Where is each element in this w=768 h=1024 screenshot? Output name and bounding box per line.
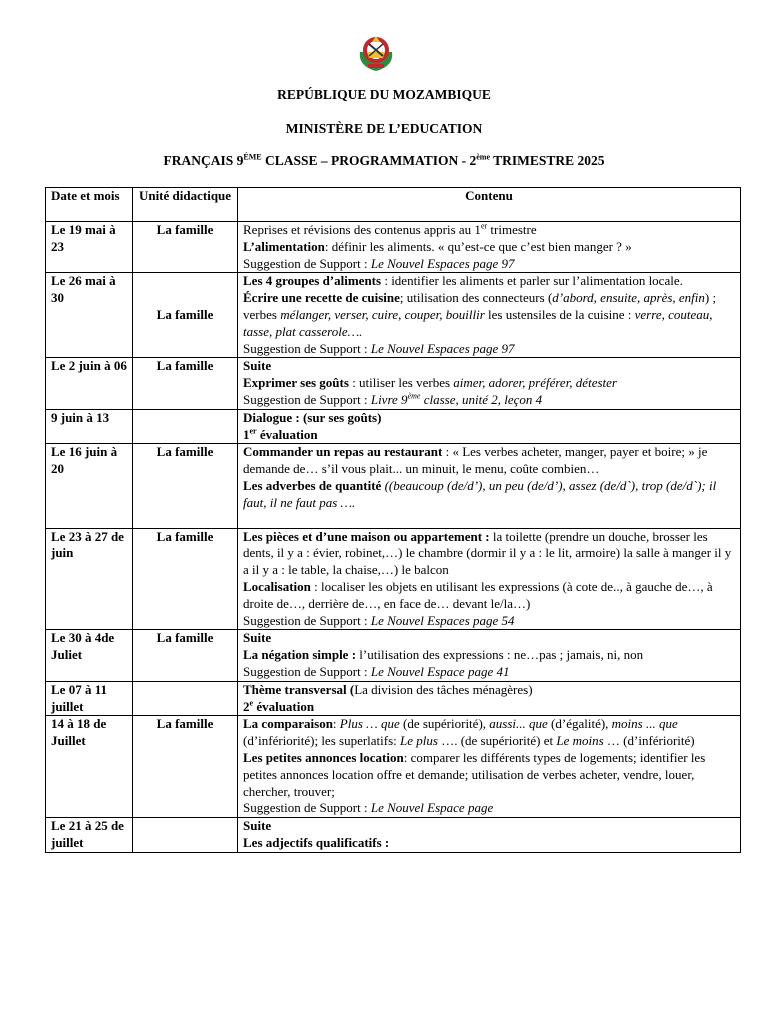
row-content: Suite La négation simple : l’utilisation des expressions : ne…pas ; jamais, ni, non Suggestion de Support : Le Nouvel Espace page 41 [238, 630, 741, 681]
header-date: Date et mois [46, 188, 133, 222]
row-content: Les pièces et d’une maison ou appartement : la toilette (prendre un douche, brosser les dents, il y a : évier, robinet,…) le chambre (dormir il y a : le lit, armoire) la salle à manger il y a il y a : le table, la chaise,…) le balcon Localisation : localiser les objets en utilisant les expressions (à cote de.., à gauche de…, à droite de…, derrière de…, en face de… devant le/la…) Suggestion de Support : Le Nouvel Espaces page 54 [238, 528, 741, 630]
table-row [46, 409, 741, 444]
row-content: La comparaison: Plus … que (de supériorité), aussi... que (d’égalité), moins ... que (d’infériorité); les superlatifs: Le plus …. (de supériorité) et Le moins … (d’infériorité) Les petites annonces location: comparer les différents types de logements; identifier les petites annonces location offre et demande; utilisation de verbes acheter, vendre, louer, chercher, trouver; Suggestion de Support : Le Nouvel Espace page [238, 716, 741, 818]
row-date: Le 2 juin à 06 [46, 358, 133, 409]
row-unit: La famille [133, 273, 238, 358]
row-date: Le 30 à 4de Juliet [46, 630, 133, 681]
table-row [46, 818, 741, 853]
row-content: Suite Les adjectifs qualificatifs : [238, 818, 741, 853]
row-unit: La famille [133, 630, 238, 681]
row-date: Le 26 mai à 30 [46, 273, 133, 358]
table-header-row [46, 188, 741, 222]
row-unit: La famille [133, 222, 238, 273]
header-content: Contenu [238, 188, 741, 222]
table-row [46, 358, 741, 409]
table-row [46, 528, 741, 630]
row-content: Les 4 groupes d’aliments : identifier les aliments et parler sur l’alimentation locale. Écrire une recette de cuisine; utilisation des connecteurs (d’abord, ensuite, après, enfin) ; verbes mélanger, verser, cuire, couper, bouillir les ustensiles de la cuisine : verre, couteau, tasse, plat casserole…. Suggestion de Support : Le Nouvel Espaces page 97 [238, 273, 741, 358]
row-unit [133, 818, 238, 853]
table-row [46, 222, 741, 273]
table-row [46, 444, 741, 528]
row-unit: La famille [133, 528, 238, 630]
row-unit [133, 409, 238, 444]
row-unit: La famille [133, 358, 238, 409]
row-date: 14 à 18 de Juillet [46, 716, 133, 818]
row-date: Le 19 mai à 23 [46, 222, 133, 273]
mozambique-emblem-icon [356, 30, 396, 72]
row-date: Le 07 à 11 juillet [46, 681, 133, 716]
ministry-heading: MINISTÈRE DE L’EDUCATION [285, 121, 483, 136]
header-unit: Unité didactique [133, 188, 238, 222]
table-row [46, 273, 741, 358]
row-unit: La famille [133, 444, 238, 528]
programming-table [45, 187, 741, 853]
row-content: Commander un repas au restaurant : « Les verbes acheter, manger, payer et boire; » je demande de… s’il vous plait... un minuit, le menu, coûte combien… Les adverbes de quantité ((beaucoup (de/d’), un peu (de/d’), assez (de/d`), trop (de/d`); il faut, il ne faut pas …. [238, 444, 741, 528]
row-date: Le 21 à 25 de juillet [46, 818, 133, 853]
row-date: Le 16 juin à 20 [46, 444, 133, 528]
row-unit [133, 681, 238, 716]
republic-heading: REPÚBLIQUE DU MOZAMBIQUE [277, 87, 491, 102]
row-unit: La famille [133, 716, 238, 818]
row-content: Dialogue : (sur ses goûts) 1er évaluation [238, 409, 741, 444]
row-date: 9 juin à 13 [46, 409, 133, 444]
table-row [46, 630, 741, 681]
table-row [46, 716, 741, 818]
program-title: FRANÇAIS $9^{ÉME}$ CLASSE – PROGRAMMATION - 2ème TRIMESTRE 2025 [163, 152, 605, 168]
table-row [46, 681, 741, 716]
row-content: Suite Exprimer ses goûts : utiliser les verbes aimer, adorer, préférer, détester Suggestion de Support : Livre 9ème classe, unité 2, leçon 4 [238, 358, 741, 409]
row-date: Le 23 à 27 de juin [46, 528, 133, 630]
row-content: Reprises et révisions des contenus appris au 1er trimestre L’alimentation: définir les aliments. « qu’est-ce que c’est bien manger ? » Suggestion de Support : Le Nouvel Espaces page 97 [238, 222, 741, 273]
row-content: Thème transversal (La division des tâches ménagères) 2e évaluation [238, 681, 741, 716]
